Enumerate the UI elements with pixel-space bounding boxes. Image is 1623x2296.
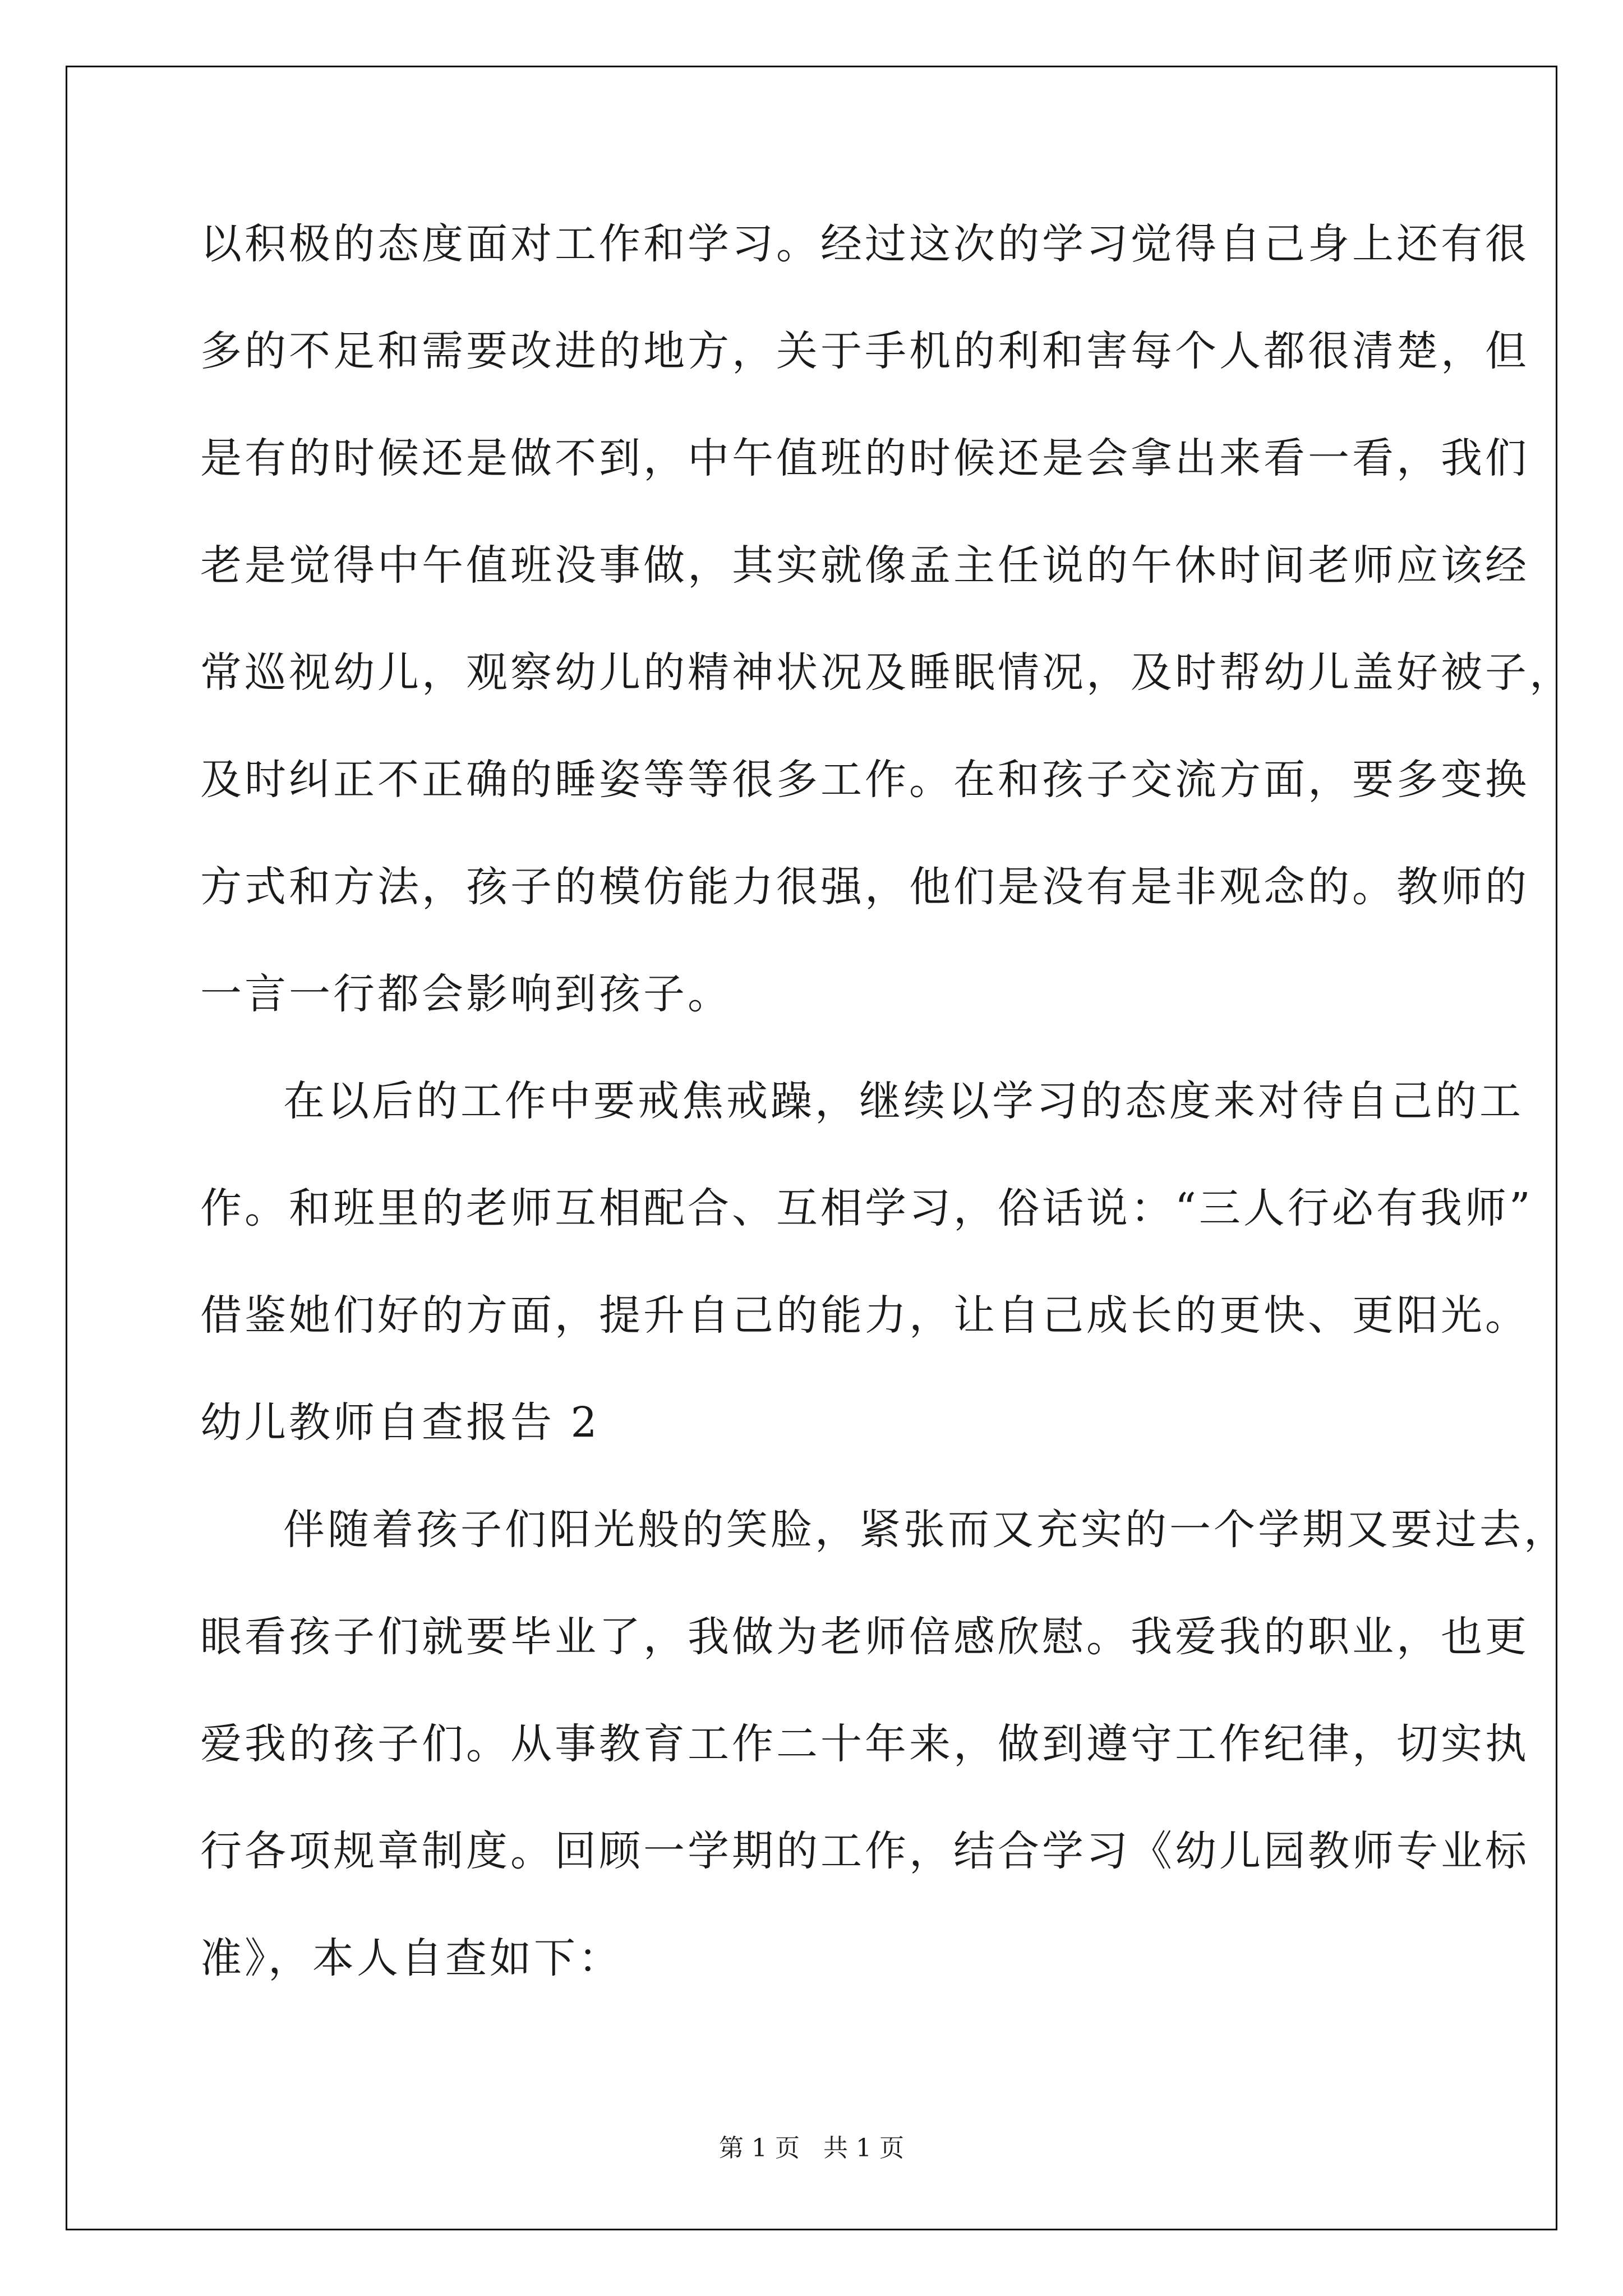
- text-line: 是有的时候还是做不到，中午值班的时候还是会拿出来看一看，我们: [200, 434, 1529, 482]
- text-line: 爱我的孩子们。从事教育工作二十年来，做到遵守工作纪律，切实执: [200, 1720, 1529, 1768]
- text-line: 作。和班里的老师互相配合、互相学习，俗话说：“三人行必有我师”: [200, 1184, 1533, 1232]
- text-line: 常巡视幼儿，观察幼儿的精神状况及睡眠情况，及时帮幼儿盖好被子，: [200, 648, 1574, 697]
- paragraph-start-line: 伴随着孩子们阳光般的笑脸，紧张而又充实的一个学期又要过去，: [283, 1506, 1568, 1554]
- text-line: 眼看孩子们就要毕业了，我做为老师倍感欣慰。我爱我的职业，也更: [200, 1613, 1529, 1661]
- document-body: [200, 213, 1574, 2035]
- paragraph-start-line: 在以后的工作中要戒焦戒躁，继续以学习的态度来对待自己的工: [283, 1077, 1524, 1125]
- page-footer: 第 1 页 共 1 页: [719, 2134, 904, 2162]
- text-line: 借鉴她们好的方面，提升自己的能力，让自己成长的更快、更阳光。: [200, 1291, 1529, 1340]
- text-line: 一言一行都会影响到孩子。: [200, 970, 732, 1018]
- text-line: 方式和方法，孩子的模仿能力很强，他们是没有是非观念的。教师的: [200, 863, 1529, 911]
- section-heading: 幼儿教师自查报告 2: [200, 1398, 600, 1447]
- text-line: 以积极的态度面对工作和学习。经过这次的学习觉得自己身上还有很: [200, 220, 1529, 268]
- text-line: 准》，本人自查如下：: [200, 1934, 623, 1982]
- text-line: 多的不足和需要改进的地方，关于手机的利和害每个人都很清楚，但: [200, 327, 1529, 375]
- text-line: 行各项规章制度。回顾一学期的工作，结合学习《幼儿园教师专业标: [200, 1827, 1529, 1875]
- text-line: 老是觉得中午值班没事做，其实就像孟主任说的午休时间老师应该经: [200, 541, 1529, 590]
- text-line: 及时纠正不正确的睡姿等等很多工作。在和孩子交流方面，要多变换: [200, 756, 1529, 804]
